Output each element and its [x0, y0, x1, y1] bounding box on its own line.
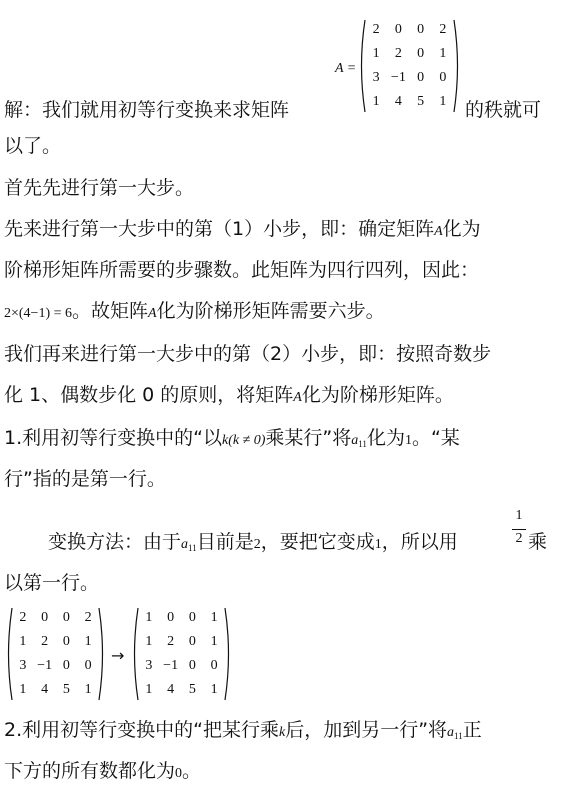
matrix-cell: 0 [62, 634, 70, 649]
matrix-cell: 1 [210, 634, 218, 649]
matrix-cell: 1 [19, 634, 27, 649]
matrix-cell: 1 [84, 634, 92, 649]
matrix-cell: 4 [167, 682, 175, 697]
matrix-cell: 3 [145, 658, 153, 673]
matrix-cell: 2 [84, 610, 92, 625]
matrix-cell: 5 [62, 682, 70, 697]
paragraph-3-line-2: 化 1、偶数步化 0 的原则，将矩阵A化为阶梯形矩阵。 [4, 384, 454, 406]
matrix-cell: 1 [210, 610, 218, 625]
matrix-a [357, 18, 462, 114]
matrix-cell: 1 [439, 94, 447, 109]
paragraph-5-line-1: 变换方法：由于$a_{11}$目前是2，要把它变成1，所以用 [48, 531, 458, 553]
matrix-cell: 1 [372, 46, 380, 61]
paragraph-5-line-1-tail: 乘 [528, 531, 548, 553]
matrix-after [130, 606, 233, 702]
matrix-cell: 0 [167, 610, 175, 625]
matrix-cell: 1 [372, 94, 380, 109]
fraction-bar [512, 529, 526, 530]
matrix-cell: 0 [439, 70, 447, 85]
matrix-cell: −1 [390, 70, 406, 85]
right-paren [225, 608, 229, 700]
matrix-cell: 0 [41, 610, 49, 625]
matrix-cell: 2 [394, 46, 402, 61]
paragraph-2-line-1: 先来进行第一大步中的第（1）小步，即：确定矩阵A化为 [4, 218, 481, 240]
matrix-cell: 0 [417, 70, 425, 85]
transform-arrow: → [111, 646, 125, 665]
matrix-cell: 0 [188, 610, 196, 625]
paragraph-6-line-2: 下方的所有数都化为0。 [4, 760, 202, 782]
matrix-cell: 1 [19, 682, 27, 697]
intro-line-1-tail: 的秩就可 [465, 99, 542, 121]
matrix-cell: −1 [37, 658, 53, 673]
matrix-cell: 5 [188, 682, 196, 697]
matrix-cell: 3 [19, 658, 27, 673]
matrix-cell: −1 [163, 658, 179, 673]
intro-line-2: 以了。 [4, 135, 62, 157]
matrix-cell: 4 [41, 682, 49, 697]
paragraph-4-line-2: 行”指的是第一行。 [4, 468, 166, 490]
paragraph-2-line-2: 阶梯形矩阵所需要的步骤数。此矩阵为四行四列，因此： [4, 259, 480, 281]
matrix-cell: 2 [439, 22, 447, 37]
paragraph-6-line-1: 2.利用初等行变换中的“把某行乘k后，加到另一行”将$a_{11}$正 [4, 719, 482, 741]
matrix-cell: 2 [19, 610, 27, 625]
paragraph-3-line-1: 我们再来进行第一大步中的第（2）小步，即：按照奇数步 [4, 343, 492, 365]
paragraph-1: 首先先进行第一大步。 [4, 177, 195, 199]
matrix-cell: 1 [145, 610, 153, 625]
right-paren [99, 608, 103, 700]
fraction-numerator: 1 [515, 508, 523, 523]
paragraph-2-line-3: 2×(4−1) = 6。故矩阵A化为阶梯形矩阵需要六步。 [4, 300, 385, 322]
matrix-cell: 0 [188, 634, 196, 649]
matrix-cell: 2 [167, 634, 175, 649]
matrix-cell: 2 [372, 22, 380, 37]
matrix-cell: 0 [62, 658, 70, 673]
matrix-cell: 0 [417, 46, 425, 61]
matrix-cell: 1 [439, 46, 447, 61]
paragraph-4-line-1: 1.利用初等行变换中的“以k(k ≠ 0)乘某行”将$a_{11}$化为1。“某 [4, 427, 460, 449]
intro-line-1: 解：我们就用初等行变换来求矩阵 [4, 99, 290, 121]
matrix-cell: 0 [84, 658, 92, 673]
matrix-cell: 0 [394, 22, 402, 37]
matrix-cell: 1 [145, 682, 153, 697]
fraction-denominator: 2 [515, 531, 523, 546]
matrix-cell: 1 [84, 682, 92, 697]
matrix-cell: 2 [41, 634, 49, 649]
matrix-cell: 4 [394, 94, 402, 109]
matrix-a-label: A = [335, 61, 357, 76]
matrix-cell: 3 [372, 70, 380, 85]
matrix-before [4, 606, 107, 702]
right-paren [454, 20, 458, 112]
matrix-cell: 0 [62, 610, 70, 625]
matrix-cell: 0 [417, 22, 425, 37]
matrix-cell: 0 [210, 658, 218, 673]
matrix-cell: 0 [188, 658, 196, 673]
matrix-cell: 1 [210, 682, 218, 697]
paragraph-5-line-2: 以第一行。 [4, 572, 100, 594]
matrix-cell: 5 [417, 94, 425, 109]
matrix-cell: 1 [145, 634, 153, 649]
